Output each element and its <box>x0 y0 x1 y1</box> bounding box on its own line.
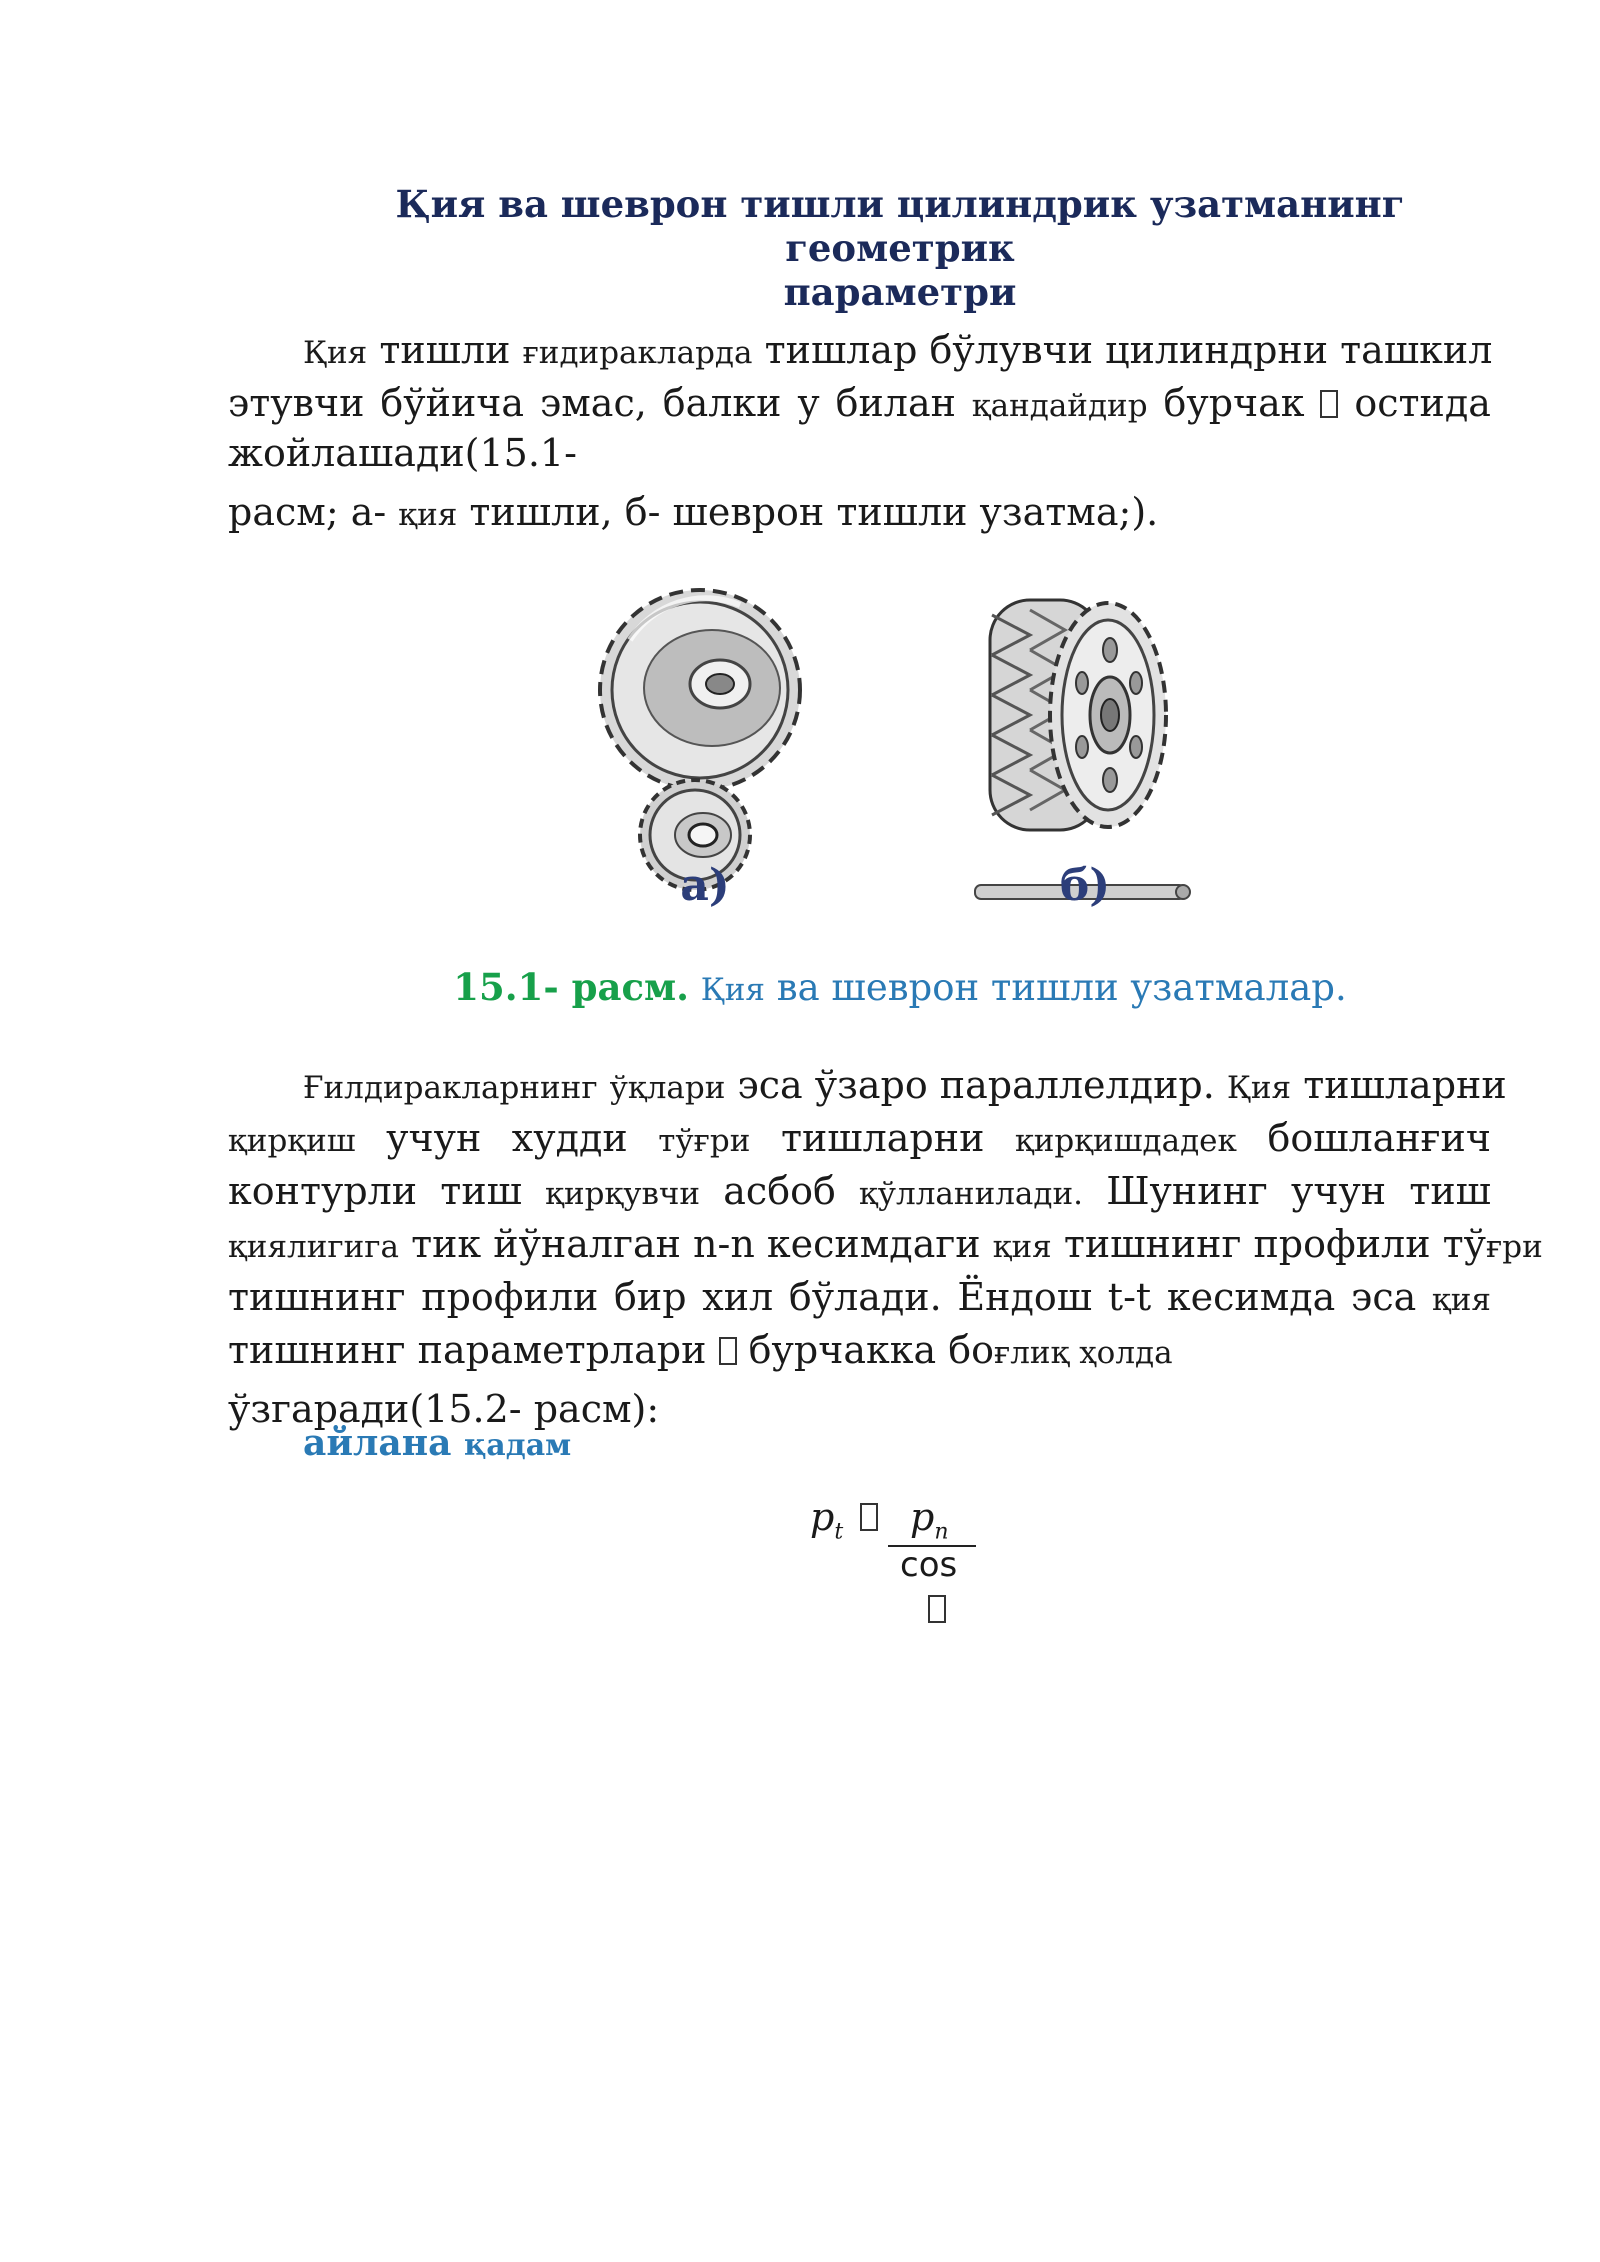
main-line-2: қирқиш учун худди тўғри тишларни қирқишдадек бошланғич <box>228 1116 1491 1160</box>
paragraph-main <box>228 1060 1543 1434</box>
figure-caption: 15.1- расм. Қия ва шеврон тишли узатмалар. <box>453 965 1347 1009</box>
missing-glyph-icon <box>860 1503 878 1531</box>
pitch-formula <box>810 1495 1010 1645</box>
gears-figure <box>590 575 1230 915</box>
section-title <box>300 182 1500 314</box>
formula-numerator: $p_n$ <box>888 1495 976 1547</box>
caption-number: 15.1- расм. <box>453 965 690 1009</box>
gears-illustration <box>590 575 1230 915</box>
caption-text: ва шеврон тишли узатмалар. <box>776 966 1347 1009</box>
term-heading: айлана қадам <box>303 1422 572 1464</box>
title-line-2: параметри <box>783 270 1017 314</box>
main-line-5: тишнинг профили бир хил бўлади. Ёндош t-t кесимда эса қия <box>228 1275 1491 1319</box>
main-line-4: қиялигига тик йўналган n-n кесимдаги қия тишнинг профили тўғри <box>228 1222 1543 1266</box>
main-line-1: Ғилдиракларнинг ўқлари эса ўзаро параллелдир. Қия тишларни <box>303 1063 1507 1107</box>
helical-gear-pair-icon <box>600 590 800 890</box>
intro-line-2: этувчи бўйича эмас, балки у билан қандайдир бурчак остида <box>228 381 1491 425</box>
title-line-1: Қия ва шеврон тишли цилиндрик узатманинг геометрик <box>395 182 1405 270</box>
main-line-3: контурли тиш қирқувчи асбоб қўлланилади. Шунинг учун тиш <box>228 1169 1491 1213</box>
paragraph-intro <box>228 325 1491 540</box>
formula-lhs: $p_t$ <box>810 1495 844 1545</box>
intro-line-4: расм; а- қия тишли, б- шеврон тишли узатма;). <box>228 490 1159 534</box>
missing-glyph-icon <box>928 1595 946 1623</box>
intro-line-3: жойлашади(15.1- <box>228 431 577 475</box>
herringbone-gear-icon <box>975 600 1190 899</box>
missing-glyph-icon <box>1320 390 1338 418</box>
main-line-7: ўзгаради(15.2- расм): <box>228 1387 660 1431</box>
missing-glyph-icon <box>719 1337 737 1365</box>
figure-label-a: а) <box>680 860 730 911</box>
main-line-6: тишнинг параметрлари бурчакка боғлиқ ҳолда <box>228 1328 1173 1372</box>
intro-line-1: Қия тишли ғидиракларда тишлар бўлувчи цилиндрни ташкил <box>303 328 1493 372</box>
formula-denominator: cos <box>900 1545 958 1585</box>
figure-label-b: б) <box>1059 860 1111 911</box>
